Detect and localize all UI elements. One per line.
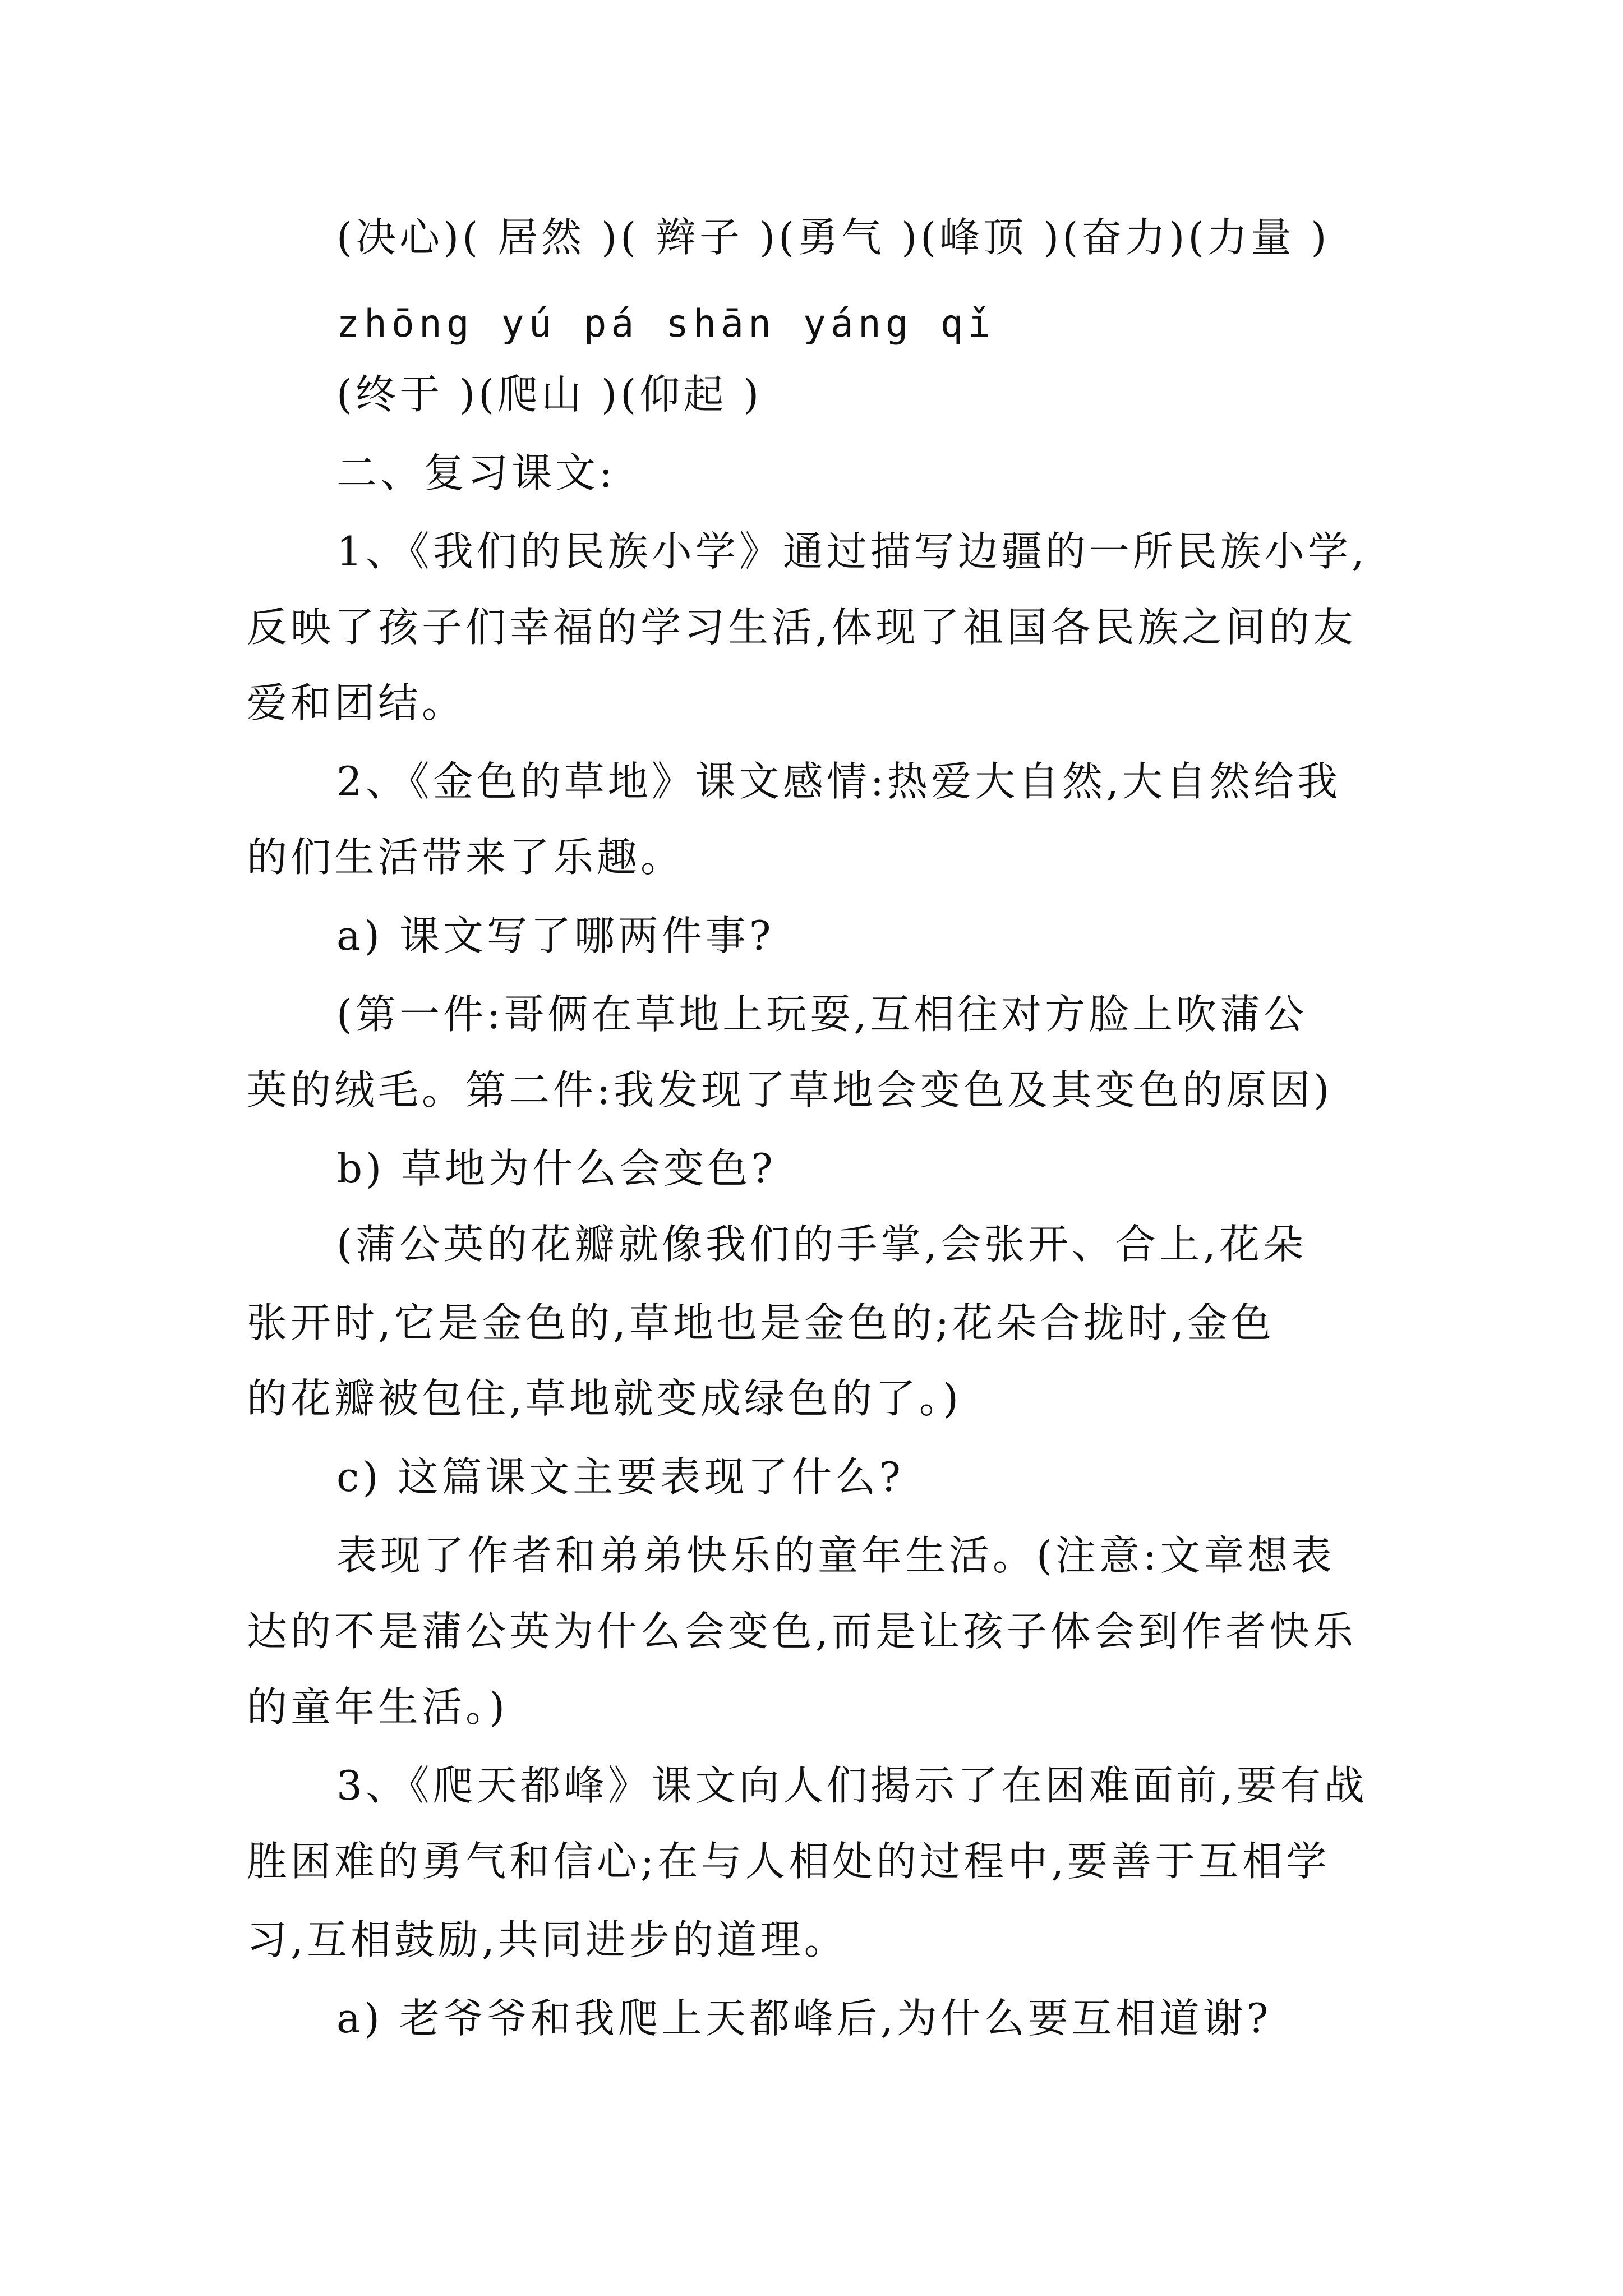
question-line: a) 课文写了哪两件事?: [336, 912, 774, 959]
paragraph-line: 爱和团结。: [247, 679, 466, 726]
paragraph-line: 的们生活带来了乐趣。: [247, 834, 685, 881]
question-line: a) 老爷爷和我爬上天都峰后,为什么要互相道谢?: [336, 1995, 1272, 2042]
section-heading: 二、复习课文:: [336, 449, 616, 496]
answer-line: 张开时,它是金色的,草地也是金色的;花朵合拢时,金色: [247, 1299, 1275, 1346]
answer-line: 的花瓣被包住,草地就变成绿色的了。): [247, 1375, 962, 1422]
question-line: c) 这篇课文主要表现了什么?: [336, 1453, 904, 1501]
answer-line: 达的不是蒲公英为什么会变色,而是让孩子体会到作者快乐: [247, 1608, 1357, 1655]
paragraph-line: 习,互相鼓励,共同进步的道理。: [247, 1916, 848, 1963]
paragraph-line: 胜困难的勇气和信心;在与人相处的过程中,要善于互相学: [247, 1838, 1330, 1885]
answer-line: 表现了作者和弟弟快乐的童年生活。(注意:文章想表: [336, 1532, 1335, 1579]
word-list-line: (决心)( 居然 )( 辫子 )(勇气 )(峰顶 )(奋力)(力量 ): [336, 214, 1330, 261]
answer-line: (蒲公英的花瓣就像我们的手掌,会张开、合上,花朵: [336, 1221, 1307, 1268]
pinyin-line: zhōng yú pá shān yáng qǐ: [336, 302, 995, 346]
paragraph-line: 2、《金色的草地》课文感情:热爱大自然,大自然给我: [336, 758, 1341, 805]
answer-line: (第一件:哥俩在草地上玩耍,互相往对方脸上吹蒲公: [336, 991, 1308, 1038]
question-line: b) 草地为什么会变色?: [336, 1145, 776, 1192]
paragraph-line: 反映了孩子们幸福的学习生活,体现了祖国各民族之间的友: [247, 604, 1357, 651]
answer-line: 的童年生活。): [247, 1683, 509, 1731]
paragraph-line: 3、《爬天都峰》课文向人们揭示了在困难面前,要有战: [336, 1762, 1368, 1809]
answer-line: 英的绒毛。第二件:我发现了草地会变色及其变色的原因): [247, 1066, 1333, 1114]
word-list-line: (终于 )(爬山 )(仰起 ): [336, 371, 763, 418]
paragraph-line: 1、《我们的民族小学》通过描写边疆的一所民族小学,: [336, 528, 1368, 575]
